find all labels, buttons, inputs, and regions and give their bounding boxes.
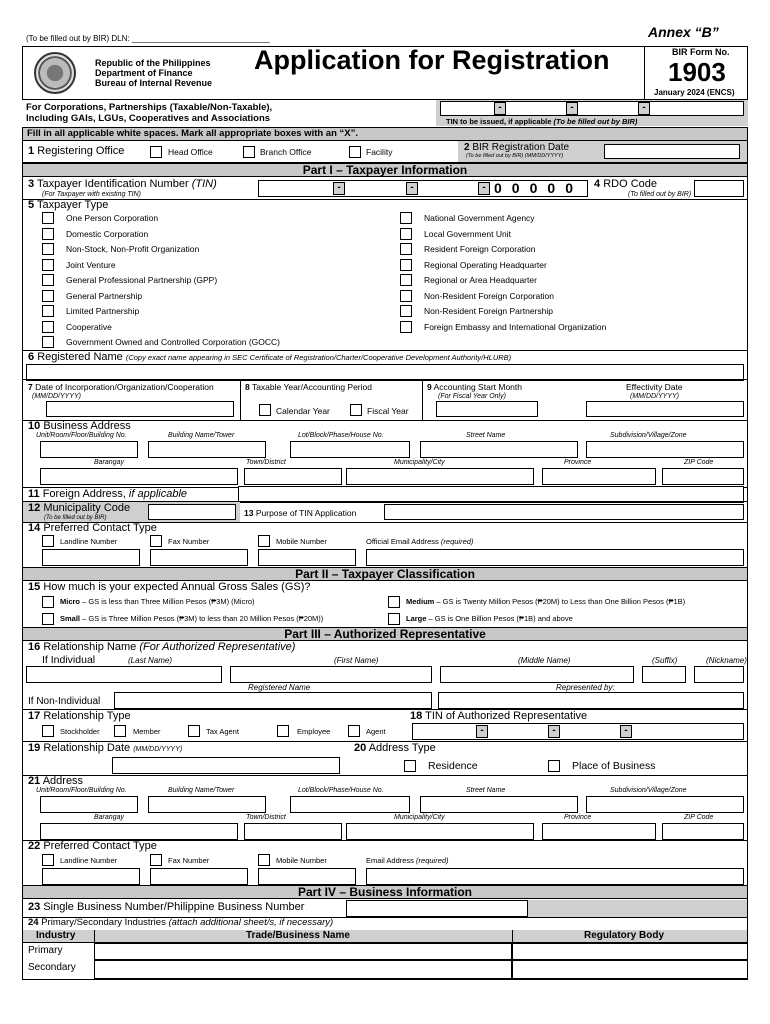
primary-row-label: Primary <box>28 945 63 956</box>
taxpayer-type-option: Joint Venture <box>66 259 116 270</box>
business-address-col-label: Subdivision/Village/Zone <box>610 432 687 439</box>
relationship-type-label: Relationship Type <box>43 710 131 722</box>
subtitle-line-1: For Corporations, Partnerships (Taxable/Non-Taxable), <box>26 102 273 113</box>
rep-address-field[interactable] <box>244 823 342 840</box>
agent-checkbox[interactable] <box>348 725 360 737</box>
calendar-year-checkbox[interactable] <box>259 404 271 416</box>
business-address-field[interactable] <box>40 468 238 485</box>
rep-mobile-checkbox[interactable] <box>258 854 270 866</box>
rep-address-field[interactable] <box>586 796 744 813</box>
taxpayer-type-option: Regional or Area Headquarter <box>424 275 537 285</box>
business-address-field[interactable] <box>346 468 534 485</box>
bir-seal-logo <box>34 52 76 94</box>
rep-address-field[interactable] <box>346 823 534 840</box>
taxpayer-type-option: Foreign Embassy and International Organization <box>424 321 607 332</box>
rep-nickname-field[interactable] <box>694 666 744 683</box>
mobile-field[interactable] <box>258 549 356 566</box>
rdo-code-label: RDO Code <box>603 178 657 190</box>
residence-checkbox[interactable] <box>404 760 416 772</box>
accounting-start-month-field[interactable] <box>436 401 538 417</box>
bir-registration-date-label: BIR Registration Date <box>472 142 570 153</box>
relationship-date-label: Relationship Date <box>43 742 131 754</box>
industries-label: Primary/Secondary Industries <box>41 917 166 928</box>
rep-address-col-label: Street Name <box>466 787 506 794</box>
business-address-col-label: Municipality/City <box>394 459 445 466</box>
relationship-name-label: Relationship Name <box>43 641 137 653</box>
business-address-col-label: ZIP Code <box>684 459 714 466</box>
form-title: Application for Registration <box>254 45 610 75</box>
tin-label: Taxpayer Identification Number <box>36 178 189 190</box>
business-address-field[interactable] <box>542 468 656 485</box>
taxpayer-type-option: Non-Resident Foreign Corporation <box>424 290 554 301</box>
business-address-field[interactable] <box>586 441 744 458</box>
preferred-contact-label: Preferred Contact Type <box>43 522 157 534</box>
represented-by-field[interactable] <box>438 692 744 709</box>
rep-address-field[interactable] <box>420 796 578 813</box>
rep-address-field[interactable] <box>542 823 656 840</box>
rep-address-field[interactable] <box>290 796 410 813</box>
business-address-field[interactable] <box>148 441 266 458</box>
business-address-col-label: Town/District <box>246 459 286 466</box>
if-individual-label: If Individual <box>42 654 96 666</box>
relationship-date-field[interactable] <box>112 757 340 774</box>
taxpayer-type-option: One Person Corporation <box>66 213 159 223</box>
business-address-field[interactable] <box>420 441 578 458</box>
taxpayer-type-option: Non-Resident Foreign Partnership <box>424 306 553 316</box>
rep-tin-field[interactable] <box>412 723 744 740</box>
rep-contact-label: Preferred Contact Type <box>43 840 157 852</box>
accounting-period-label: Taxable Year/Accounting Period <box>251 382 372 392</box>
rep-address-col-label: Town/District <box>246 814 286 821</box>
taxpayer-type-label: Taxpayer Type <box>36 199 109 211</box>
taxpayer-type-checkbox[interactable] <box>42 321 54 333</box>
if-non-individual-label: If Non-Individual <box>28 696 101 707</box>
rep-email-label: Email Address <box>366 856 414 865</box>
taxpayer-type-checkbox[interactable] <box>400 243 412 255</box>
form-date: January 2024 (ENCS) <box>654 88 735 97</box>
taxpayer-type-checkbox[interactable] <box>42 290 54 302</box>
rep-landline-checkbox[interactable] <box>42 854 54 866</box>
municipality-code-label: Municipality Code <box>43 502 131 514</box>
part4-title: Part IV – Business Information <box>22 885 748 899</box>
taxpayer-type-checkbox[interactable] <box>42 336 54 348</box>
taxpayer-type-checkbox[interactable] <box>400 305 412 317</box>
rep-suffix-field[interactable] <box>642 666 686 683</box>
taxpayer-type-option: National Government Agency <box>424 213 535 223</box>
bir-registration-date-field <box>604 144 740 159</box>
municipality-code-field <box>148 504 236 520</box>
rep-address-col-label: Lot/Block/Phase/House No. <box>298 787 384 794</box>
secondary-regulatory-field[interactable] <box>512 960 748 979</box>
taxpayer-type-option: Non-Stock, Non-Profit Organization <box>66 244 200 254</box>
fax-checkbox[interactable] <box>150 535 162 547</box>
rep-address-col-label: Subdivision/Village/Zone <box>610 787 687 794</box>
rep-address-col-label: Unit/Room/Floor/Building No. <box>36 787 127 794</box>
rep-fax-field[interactable] <box>150 868 248 885</box>
dln-line: (To be filled out by BIR) DLN: _______________________________ <box>26 34 270 43</box>
taxpayer-type-option: Cooperative <box>66 321 112 332</box>
fax-field[interactable] <box>150 549 248 566</box>
large-checkbox[interactable] <box>388 613 400 625</box>
taxpayer-type-option: General Partnership <box>66 290 143 301</box>
foreign-address-label: Foreign Address, <box>42 488 126 500</box>
taxpayer-type-option: Domestic Corporation <box>66 228 149 239</box>
business-address-col-label: Province <box>564 459 592 466</box>
taxpayer-type-checkbox[interactable] <box>400 321 412 333</box>
primary-trade-name-field[interactable] <box>94 943 512 960</box>
form-number-label: BIR Form No. <box>672 47 730 57</box>
branch-office-checkbox[interactable] <box>243 146 255 158</box>
agency-line-1: Republic of the Philippines <box>95 58 211 68</box>
taxpayer-type-option: Limited Partnership <box>66 306 140 316</box>
branch-code-zeros: 00000 <box>494 180 583 196</box>
small-checkbox[interactable] <box>42 613 54 625</box>
taxpayer-type-checkbox[interactable] <box>42 259 54 271</box>
taxpayer-type-checkbox[interactable] <box>400 212 412 224</box>
business-address-col-label: Barangay <box>94 459 124 466</box>
email-field[interactable] <box>366 549 744 566</box>
tax-agent-checkbox[interactable] <box>188 725 200 737</box>
rep-landline-field[interactable] <box>42 868 140 885</box>
taxpayer-type-option: Regional Operating Headquarter <box>424 259 547 270</box>
rep-address-field[interactable] <box>148 796 266 813</box>
secondary-trade-name-field[interactable] <box>94 960 512 979</box>
email-label: Official Email Address <box>366 537 439 546</box>
rep-first-name-field[interactable] <box>230 666 432 683</box>
subtitle-line-2: Including GAIs, LGUs, Cooperatives and Associations <box>26 113 271 124</box>
facility-checkbox[interactable] <box>349 146 361 158</box>
taxpayer-type-checkbox[interactable] <box>400 259 412 271</box>
rep-registered-name-field[interactable] <box>114 692 432 709</box>
address-type-label: Address Type <box>368 742 436 754</box>
rep-address-col-label: Province <box>564 814 592 821</box>
taxpayer-type-checkbox[interactable] <box>400 274 412 286</box>
form-number: 1903 <box>668 57 726 87</box>
agency-line-3: Bureau of Internal Revenue <box>95 78 213 88</box>
place-of-business-checkbox[interactable] <box>548 760 560 772</box>
incorporation-date-label: Date of Incorporation/Organization/Cooperation <box>35 382 214 392</box>
business-address-col-label: Lot/Block/Phase/House No. <box>298 432 384 439</box>
taxpayer-type-option: Government Owned and Controlled Corporation (GOCC) <box>66 337 281 347</box>
gross-sales-question: How much is your expected Annual Gross Sales (GS)? <box>43 581 311 593</box>
rep-mobile-field[interactable] <box>258 868 356 885</box>
incorporation-date-field[interactable] <box>46 401 234 417</box>
landline-checkbox[interactable] <box>42 535 54 547</box>
primary-regulatory-field[interactable] <box>512 943 748 960</box>
sbn-label: Single Business Number/Philippine Business Number <box>43 901 305 913</box>
taxpayer-type-checkbox[interactable] <box>42 228 54 240</box>
sbn-field[interactable] <box>346 900 528 917</box>
business-address-col-label: Street Name <box>466 432 506 439</box>
taxpayer-type-option: Local Government Unit <box>424 228 511 239</box>
trade-name-col-header: Trade/Business Name <box>246 930 350 941</box>
rep-address-label: Address <box>42 775 84 787</box>
effectivity-date-field[interactable] <box>586 401 744 417</box>
rep-address-col-label: Municipality/City <box>394 814 445 821</box>
agency-line-2: Department of Finance <box>95 68 193 78</box>
taxpayer-type-checkbox[interactable] <box>400 290 412 302</box>
registering-office-label: Registering Office <box>37 145 125 157</box>
taxpayer-type-option: Resident Foreign Corporation <box>424 244 536 254</box>
medium-checkbox[interactable] <box>388 596 400 608</box>
taxpayer-type-checkbox[interactable] <box>42 305 54 317</box>
rep-address-col-label: Building Name/Tower <box>168 787 235 794</box>
business-address-field[interactable] <box>290 441 410 458</box>
business-address-field[interactable] <box>40 441 138 458</box>
part2-title: Part II – Taxpayer Classification <box>22 567 748 581</box>
industry-col-header: Industry <box>36 930 76 941</box>
landline-field[interactable] <box>42 549 140 566</box>
stockholder-checkbox[interactable] <box>42 725 54 737</box>
rep-address-field[interactable] <box>662 823 744 840</box>
regulatory-body-col-header: Regulatory Body <box>584 930 665 941</box>
head-office-checkbox[interactable] <box>150 146 162 158</box>
business-address-col-label: Building Name/Tower <box>168 432 235 439</box>
taxpayer-type-checkbox[interactable] <box>400 228 412 240</box>
fiscal-year-checkbox[interactable] <box>350 404 362 416</box>
mobile-checkbox[interactable] <box>258 535 270 547</box>
instructions-bar: Fill in all applicable white spaces. Mark all appropriate boxes with an “X”. <box>22 127 748 141</box>
tin-issued-note: TIN to be issued, if applicable <box>446 117 552 126</box>
accounting-start-month-label: Accounting Start Month <box>433 382 522 392</box>
part1-title: Part I – Taxpayer Information <box>22 163 748 177</box>
employee-checkbox[interactable] <box>277 725 289 737</box>
secondary-row-label: Secondary <box>28 962 76 973</box>
rep-address-field[interactable] <box>40 823 238 840</box>
rep-email-field[interactable] <box>366 868 744 885</box>
rdo-code-field <box>694 180 744 197</box>
rep-address-col-label: Barangay <box>94 814 124 821</box>
issued-tin-field <box>440 101 744 116</box>
business-address-col-label: Unit/Room/Floor/Building No. <box>36 432 127 439</box>
rep-fax-checkbox[interactable] <box>150 854 162 866</box>
taxpayer-type-checkbox[interactable] <box>42 243 54 255</box>
registered-name-label: Registered Name <box>37 351 123 363</box>
business-address-label: Business Address <box>43 420 131 432</box>
tin-purpose-label: Purpose of TIN Application <box>255 508 357 518</box>
business-address-field[interactable] <box>244 468 342 485</box>
rep-middle-name-field[interactable] <box>440 666 634 683</box>
part3-title: Part III – Authorized Representative <box>22 627 748 641</box>
taxpayer-type-checkbox[interactable] <box>42 212 54 224</box>
rep-last-name-field[interactable] <box>26 666 222 683</box>
taxpayer-type-checkbox[interactable] <box>42 274 54 286</box>
effectivity-date-label: Effectivity Date <box>626 382 683 392</box>
taxpayer-type-option: General Professional Partnership (GPP) <box>66 275 218 285</box>
micro-checkbox[interactable] <box>42 596 54 608</box>
tin-purpose-field[interactable] <box>384 504 744 520</box>
annex-label: Annex “B” <box>648 24 719 40</box>
rep-address-col-label: ZIP Code <box>684 814 714 821</box>
rep-tin-label: TIN of Authorized Representative <box>425 710 588 722</box>
business-address-field[interactable] <box>662 468 744 485</box>
rep-address-field[interactable] <box>40 796 138 813</box>
member-checkbox[interactable] <box>114 725 126 737</box>
